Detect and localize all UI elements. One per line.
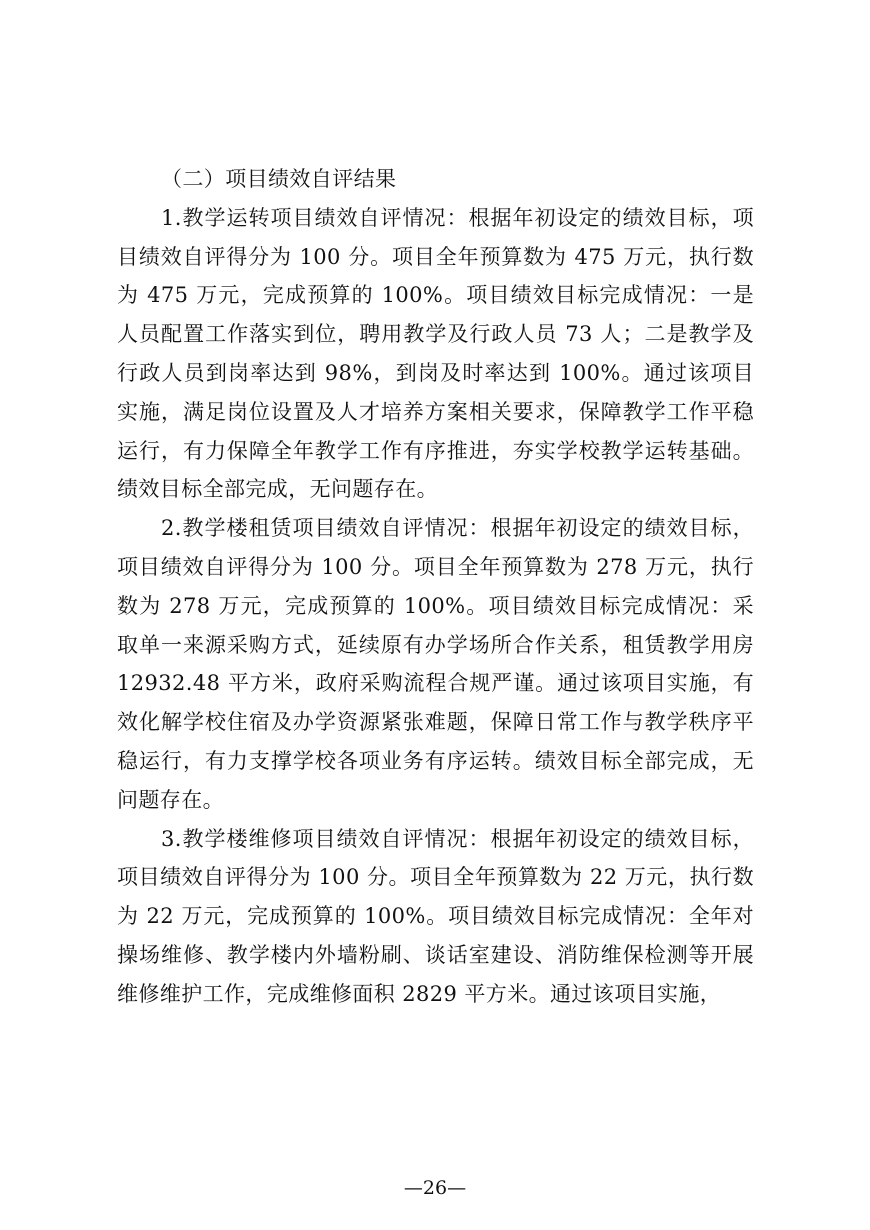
paragraph-building-lease: 2.教学楼租赁项目绩效自评情况：根据年初设定的绩效目标，项目绩效自评得分为 100 分。项目全年预算数为 278 万元，执行数为 278 万元，完成预算的 100%。项目绩效目标完成情况：采取单一来源采购方式，延续原有办学场所合作关系，租赁教学用房 12932.48 平方米，政府采购流程合规严谨。通过该项目实施，有效化解学校住宿及办学资源紧张难题，保障日常工作与教学秩序平稳运行，有力支撑学校各项业务有序运转。绩效目标全部完成，无问题存在。 (117, 516, 754, 812)
paragraph-teaching-operation: 1.教学运转项目绩效自评情况：根据年初设定的绩效目标，项目绩效自评得分为 100 分。项目全年预算数为 475 万元，执行数为 475 万元，完成预算的 100%。项目绩效目标完成情况：一是人员配置工作落实到位，聘用教学及行政人员 73 人；二是教学及行政人员到岗率达到 98%，到岗及时率达到 100%。通过该项目实施，满足岗位设置及人才培养方案相关要求，保障教学工作平稳运行，有力保障全年教学工作有序推进，夯实学校教学运转基础。绩效目标全部完成，无问题存在。 (117, 205, 754, 502)
page-number: —26— (403, 1177, 467, 1199)
section-title: （二）项目绩效自评结果 (161, 167, 397, 191)
paragraph-building-repair: 3.教学楼维修项目绩效自评情况：根据年初设定的绩效目标，项目绩效自评得分为 100 分。项目全年预算数为 22 万元，执行数为 22 万元，完成预算的 100%。项目绩效目标完成情况：全年对操场维修、教学楼内外墙粉刷、谈话室建设、消防维保检测等开展维修维护工作，完成维修面积 2829 平方米。通过该项目实施， (117, 826, 754, 1006)
page-body (117, 160, 754, 1014)
